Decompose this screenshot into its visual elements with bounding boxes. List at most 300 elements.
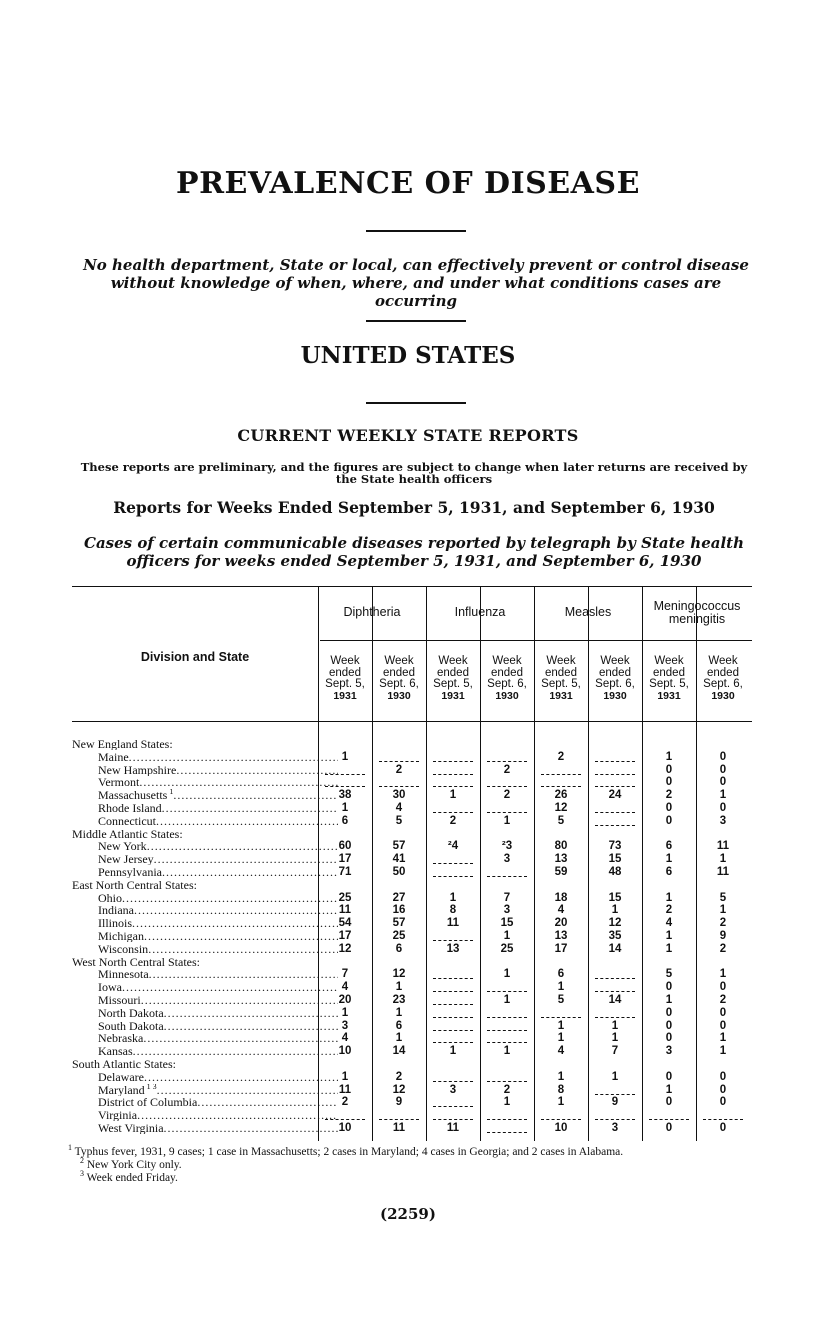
table-cell: 10 — [338, 1045, 352, 1058]
state-name: District of Columbia ..... — [72, 1096, 338, 1108]
footnote-mark: 2 — [80, 1156, 84, 1166]
table-row — [72, 776, 752, 788]
table-cell — [429, 930, 477, 942]
table-cell: 1 — [557, 1032, 565, 1045]
footnote-text: Week ended Friday. — [86, 1172, 178, 1184]
table-cell: 1 — [557, 1096, 565, 1109]
week-column-header: Week ended Sept. 6, 1930 — [703, 655, 743, 702]
table-cell: 10 — [338, 1122, 352, 1134]
table-cell: 41 — [392, 853, 406, 866]
table-cell: 0 — [665, 1070, 673, 1083]
table-cell — [483, 1032, 531, 1044]
table-cell: 1 — [611, 904, 619, 917]
table-cell: 12 — [392, 1083, 406, 1096]
table-cell: 1 — [341, 1006, 349, 1019]
table-cell — [429, 776, 477, 788]
division-name: West North Central States: — [72, 955, 201, 968]
table-row — [72, 802, 752, 814]
table-cell: 1 — [341, 750, 349, 763]
cases-heading: Cases of certain communicable diseases reported by telegraph by State health officers for weeks ended September 5, 1931, and September 6, 1930 — [84, 534, 744, 570]
table-cell: 16 — [392, 904, 406, 917]
table-cell: 1 — [557, 1019, 565, 1032]
table-cell: 1 — [449, 789, 457, 802]
column-separator — [642, 586, 643, 1141]
table-cell: 1 — [611, 1070, 619, 1083]
table-cell — [591, 751, 639, 763]
table-cell — [429, 853, 477, 865]
state-name: Michigan ..... — [72, 930, 338, 942]
table-cell: 0 — [719, 750, 727, 763]
division-name: East North Central States: — [72, 878, 197, 891]
table-cell: 2 — [665, 789, 673, 802]
table-cell: 1 — [395, 1032, 403, 1045]
table-cell: 26 — [554, 789, 568, 802]
table-cell: 54 — [338, 917, 352, 930]
table-cell: 71 — [338, 866, 352, 878]
table-cell: 1 — [665, 930, 673, 942]
table-row — [72, 1071, 752, 1083]
table-cell — [483, 1007, 531, 1019]
table-cell — [591, 764, 639, 776]
table-cell — [699, 1109, 747, 1121]
table-cell: 15 — [608, 891, 622, 904]
table-cell: 2 — [395, 1070, 403, 1083]
table-cell: 35 — [608, 930, 622, 942]
table-row — [72, 789, 752, 801]
table-cell: 1 — [665, 1083, 673, 1096]
table-cell: 27 — [392, 891, 406, 904]
table-cell: 0 — [665, 1122, 673, 1134]
table-cell: 24 — [608, 789, 622, 802]
division-row — [72, 956, 752, 968]
state-name: New York ..... — [72, 840, 338, 852]
state-name: Connecticut ..... — [72, 815, 338, 827]
table-cell: 12 — [392, 968, 406, 981]
table-cell — [483, 751, 531, 763]
table-cell: 1 — [341, 1070, 349, 1083]
table-cell: 80 — [554, 840, 568, 853]
table-cell: 4 — [341, 981, 349, 994]
table-cell — [591, 1109, 639, 1121]
table-cell: 14 — [608, 994, 622, 1006]
table-cell: 2 — [395, 763, 403, 776]
table-row — [72, 968, 752, 980]
table-cell: 1 — [503, 994, 511, 1006]
disease-header: Diphtheria — [343, 605, 401, 619]
table-cell: 1 — [665, 942, 673, 955]
table-cell: 8 — [449, 904, 457, 917]
table-cell — [429, 968, 477, 980]
table-cell: 7 — [341, 968, 349, 981]
table-cell — [375, 776, 423, 788]
table-cell — [429, 866, 477, 878]
group-header-rule — [320, 640, 752, 641]
table-cell: 13 — [446, 942, 460, 955]
state-name: Minnesota ..... — [72, 968, 338, 980]
table-cell: 57 — [392, 840, 406, 853]
table-cell — [429, 1032, 477, 1044]
table-cell: 1 — [719, 1045, 727, 1058]
table-cell: 6 — [665, 840, 673, 853]
state-name: Ohio ..... — [72, 892, 338, 904]
division-name: South Atlantic States: — [72, 1058, 176, 1070]
footnote-text: New York City only. — [86, 1159, 182, 1171]
table-cell: 2 — [503, 789, 511, 802]
footnote-mark: 1 — [68, 1143, 72, 1153]
table-cell: 17 — [554, 942, 568, 955]
table-cell — [483, 1109, 531, 1121]
table-cell: 1 — [503, 814, 511, 827]
table-cell: 0 — [665, 981, 673, 994]
division-row — [72, 879, 752, 891]
table-cell: 1 — [341, 802, 349, 814]
table-cell: 2 — [503, 1083, 511, 1096]
motto-text: No health department, State or local, can effectively prevent or control disease without knowledge of when, where, and under what conditions cases are occurring — [83, 256, 749, 310]
table-cell: 25 — [392, 930, 406, 942]
table-cell: 5 — [719, 891, 727, 904]
table-cell: 2 — [665, 904, 673, 917]
table-cell: 5 — [395, 814, 403, 827]
country-heading: UNITED STATES — [300, 342, 516, 369]
header-bottom-rule — [72, 721, 752, 722]
column-separator — [318, 586, 319, 1141]
table-row — [72, 1032, 752, 1044]
table-cell: 14 — [608, 942, 622, 955]
footnote-ref: 1 — [167, 789, 174, 797]
state-name: Illinois ..... — [72, 917, 338, 929]
table-row — [72, 930, 752, 942]
table-top-rule — [72, 586, 752, 587]
footnote — [68, 1143, 758, 1159]
table-cell — [483, 1122, 531, 1134]
table-cell — [429, 994, 477, 1006]
table-cell: 1 — [449, 891, 457, 904]
table-cell: 2 — [719, 942, 727, 955]
state-name: Indiana ..... — [72, 904, 338, 916]
table-cell: 4 — [557, 904, 565, 917]
table-row — [72, 751, 752, 763]
table-cell: 1 — [449, 1045, 457, 1058]
table-cell: 17 — [338, 930, 352, 942]
table-cell — [321, 764, 369, 776]
table-cell — [537, 764, 585, 776]
table-cell: 6 — [557, 968, 565, 981]
table-cell: 1 — [719, 789, 727, 802]
column-separator — [588, 586, 589, 1141]
page-title: PREVALENCE OF DISEASE — [176, 166, 640, 201]
table-cell: 7 — [503, 891, 511, 904]
table-cell — [537, 1007, 585, 1019]
table-cell — [429, 1007, 477, 1019]
table-cell: 59 — [554, 866, 568, 878]
table-cell — [483, 866, 531, 878]
state-name: Iowa ..... — [72, 981, 338, 993]
table-cell: 11 — [392, 1122, 406, 1134]
table-cell: 4 — [341, 1032, 349, 1045]
table-cell: 73 — [608, 840, 622, 853]
table-row — [72, 904, 752, 916]
table-cell — [591, 776, 639, 788]
table-cell: 13 — [554, 853, 568, 866]
footnotes — [68, 1143, 758, 1185]
state-name: Kansas ..... — [72, 1045, 338, 1057]
table-cell — [429, 764, 477, 776]
table-cell — [483, 802, 531, 814]
table-cell: 13 — [554, 930, 568, 942]
table-cell — [591, 1007, 639, 1019]
column-separator — [426, 586, 427, 1141]
table-cell — [591, 802, 639, 814]
table-cell — [645, 1109, 693, 1121]
state-name: North Dakota ..... — [72, 1007, 338, 1019]
table-cell: 1 — [503, 1096, 511, 1109]
table-row — [72, 764, 752, 776]
state-name: Rhode Island ..... — [72, 802, 338, 814]
preliminary-note: These reports are preliminary, and the figures are subject to change when later returns are received by the State health officers — [80, 460, 748, 486]
table-cell — [321, 1109, 369, 1121]
state-name: Massachusetts $^1$ ..... — [72, 789, 338, 801]
page-number: (2259) — [380, 1205, 436, 1223]
state-name: Delaware ..... — [72, 1071, 338, 1083]
table-cell: 1 — [719, 1032, 727, 1045]
table-cell: 3 — [719, 814, 727, 827]
state-name: New Jersey ..... — [72, 853, 338, 865]
table-cell: 14 — [392, 1045, 406, 1058]
table-cell — [429, 1071, 477, 1083]
table-row — [72, 815, 752, 827]
table-cell: 0 — [719, 763, 727, 776]
table-cell: 3 — [341, 1019, 349, 1032]
table-cell: 0 — [665, 763, 673, 776]
divider-rule — [366, 402, 466, 404]
divider-rule — [366, 230, 466, 232]
table-cell — [537, 776, 585, 788]
table-cell — [591, 1084, 639, 1096]
table-cell: 20 — [338, 994, 352, 1006]
state-name: Maryland $^{1 3}$ ..... — [72, 1084, 338, 1096]
table-cell: 1 — [665, 853, 673, 866]
table-row — [72, 981, 752, 993]
state-name: Virginia ..... — [72, 1109, 338, 1121]
section-title: CURRENT WEEKLY STATE REPORTS — [237, 426, 579, 445]
footnote-mark: 3 — [80, 1169, 84, 1179]
table-cell — [591, 981, 639, 993]
table-row — [72, 853, 752, 865]
table-cell: 9 — [719, 930, 727, 942]
table-cell: 48 — [608, 866, 622, 878]
state-name: West Virginia ..... — [72, 1122, 338, 1134]
table-cell: 2 — [719, 994, 727, 1006]
disease-header: Measles — [564, 605, 612, 619]
state-name: Nebraska ..... — [72, 1032, 338, 1044]
table-cell: 5 — [557, 814, 565, 827]
table-row — [72, 994, 752, 1006]
table-cell: 20 — [554, 917, 568, 930]
reports-heading: Reports for Weeks Ended September 5, 1931, and September 6, 1930 — [113, 498, 715, 517]
footnote-ref: 1 3 — [144, 1083, 157, 1091]
disease-header: Meningococcus meningitis — [653, 599, 741, 626]
table-cell: 11 — [338, 1083, 352, 1096]
table-cell: 57 — [392, 917, 406, 930]
table-cell: 5 — [665, 968, 673, 981]
table-cell: 1 — [503, 1045, 511, 1058]
column-separator — [372, 586, 373, 1141]
table-cell: 3 — [449, 1083, 457, 1096]
table-cell: 23 — [392, 994, 406, 1006]
table-cell: 0 — [719, 1122, 727, 1134]
division-row — [72, 1058, 752, 1070]
table-cell: 11 — [716, 840, 730, 853]
column-separator — [480, 586, 481, 1141]
table-cell — [591, 815, 639, 827]
table-cell: 2 — [557, 750, 565, 763]
state-name: Maine ..... — [72, 751, 338, 763]
table-cell: 6 — [395, 942, 403, 955]
state-name: New Hampshire ..... — [72, 764, 338, 776]
table-cell: ²3 — [501, 840, 513, 853]
table-cell: 0 — [719, 1006, 727, 1019]
table-cell — [483, 776, 531, 788]
table-cell: 3 — [503, 904, 511, 917]
table-cell: 3 — [503, 853, 511, 866]
table-cell: 11 — [446, 1122, 460, 1134]
table-row — [72, 1109, 752, 1121]
table-cell: ²4 — [447, 840, 459, 853]
table-cell: 1 — [665, 750, 673, 763]
table-cell — [483, 1020, 531, 1032]
table-cell: 25 — [500, 942, 514, 955]
table-cell: 0 — [665, 814, 673, 827]
state-name: Missouri ..... — [72, 994, 338, 1006]
state-name: Pennsylvania ..... — [72, 866, 338, 878]
table-cell: 2 — [341, 1096, 349, 1109]
table-cell: 12 — [608, 917, 622, 930]
table-cell: 2 — [719, 917, 727, 930]
table-cell — [375, 751, 423, 763]
division-row — [72, 828, 752, 840]
week-column-header: Week ended Sept. 6, 1930 — [487, 655, 527, 702]
table-cell — [483, 981, 531, 993]
table-cell: 0 — [719, 802, 727, 814]
week-column-header: Week ended Sept. 5, 1931 — [649, 655, 689, 702]
table-cell: 0 — [665, 776, 673, 789]
disease-header: Influenza — [454, 605, 506, 619]
divider-rule — [366, 320, 466, 322]
column-separator — [696, 586, 697, 1141]
table-row — [72, 840, 752, 852]
footnote-text: Typhus fever, 1931, 9 cases; 1 case in Massachusetts; 2 cases in Maryland; 4 cases in Georgia; and 2 cases in Alabama. — [74, 1146, 624, 1158]
column-separator — [534, 586, 535, 1141]
table-cell: 0 — [719, 1070, 727, 1083]
table-cell — [483, 1071, 531, 1083]
table-cell — [429, 981, 477, 993]
table-cell: 3 — [665, 1045, 673, 1058]
table-cell: 1 — [611, 1032, 619, 1045]
table-cell: 12 — [554, 802, 568, 814]
table-cell: 0 — [719, 1019, 727, 1032]
week-column-header: Week ended Sept. 6, 1930 — [595, 655, 635, 702]
state-name: Vermont ..... — [72, 776, 338, 788]
table-cell: 30 — [392, 789, 406, 802]
table-cell: 0 — [665, 1096, 673, 1109]
table-cell: 10 — [554, 1122, 568, 1134]
table-cell: 11 — [716, 866, 730, 878]
table-cell: 7 — [611, 1045, 619, 1058]
table-cell — [321, 776, 369, 788]
table-cell: 3 — [611, 1122, 619, 1134]
table-cell: 4 — [665, 917, 673, 930]
week-column-header: Week ended Sept. 5, 1931 — [541, 655, 581, 702]
table-cell: 4 — [557, 1045, 565, 1058]
table-row — [72, 917, 752, 929]
disease-table — [72, 586, 752, 1141]
table-cell — [429, 751, 477, 763]
table-cell: 15 — [608, 853, 622, 866]
footnote — [68, 1169, 758, 1185]
table-cell — [429, 1096, 477, 1108]
table-cell: 50 — [392, 866, 406, 878]
week-column-header: Week ended Sept. 5, 1931 — [433, 655, 473, 702]
table-cell: 1 — [719, 904, 727, 917]
table-cell: 15 — [500, 917, 514, 930]
table-cell: 1 — [719, 968, 727, 981]
table-cell — [429, 1020, 477, 1032]
table-cell: 0 — [665, 1006, 673, 1019]
table-cell: 1 — [665, 891, 673, 904]
table-row — [72, 1007, 752, 1019]
division-header: Division and State — [140, 650, 250, 664]
table-cell: 8 — [557, 1083, 565, 1096]
table-cell: 0 — [719, 1096, 727, 1109]
table-cell: 1 — [557, 1070, 565, 1083]
table-cell: 1 — [719, 853, 727, 866]
table-cell: 1 — [395, 1006, 403, 1019]
state-name: Wisconsin ..... — [72, 943, 338, 955]
state-name: South Dakota ..... — [72, 1020, 338, 1032]
table-cell: 60 — [338, 840, 352, 853]
table-cell: 2 — [449, 814, 457, 827]
table-row — [72, 892, 752, 904]
table-cell: 11 — [446, 917, 460, 930]
table-cell: 1 — [395, 981, 403, 994]
table-cell — [429, 802, 477, 814]
table-row — [72, 1122, 752, 1134]
table-cell: 0 — [719, 981, 727, 994]
table-cell: 1 — [503, 930, 511, 942]
table-cell: 17 — [338, 853, 352, 866]
table-cell: 38 — [338, 789, 352, 802]
table-row — [72, 1020, 752, 1032]
table-cell: 5 — [557, 994, 565, 1006]
table-cell: 1 — [557, 981, 565, 994]
table-cell: 0 — [719, 776, 727, 789]
table-cell — [591, 968, 639, 980]
table-cell: 0 — [665, 1019, 673, 1032]
table-cell: 6 — [395, 1019, 403, 1032]
table-cell: 18 — [554, 891, 568, 904]
table-cell: 9 — [611, 1096, 619, 1109]
table-row — [72, 943, 752, 955]
table-cell — [537, 1109, 585, 1121]
division-name: New England States: — [72, 738, 173, 750]
table-cell: 1 — [503, 968, 511, 981]
table-row — [72, 1084, 752, 1096]
division-name: Middle Atlantic States: — [72, 827, 183, 840]
week-column-header: Week ended Sept. 5, 1931 — [325, 655, 365, 702]
week-column-header: Week ended Sept. 6, 1930 — [379, 655, 419, 702]
table-cell: 9 — [395, 1096, 403, 1109]
table-cell: 6 — [665, 866, 673, 878]
